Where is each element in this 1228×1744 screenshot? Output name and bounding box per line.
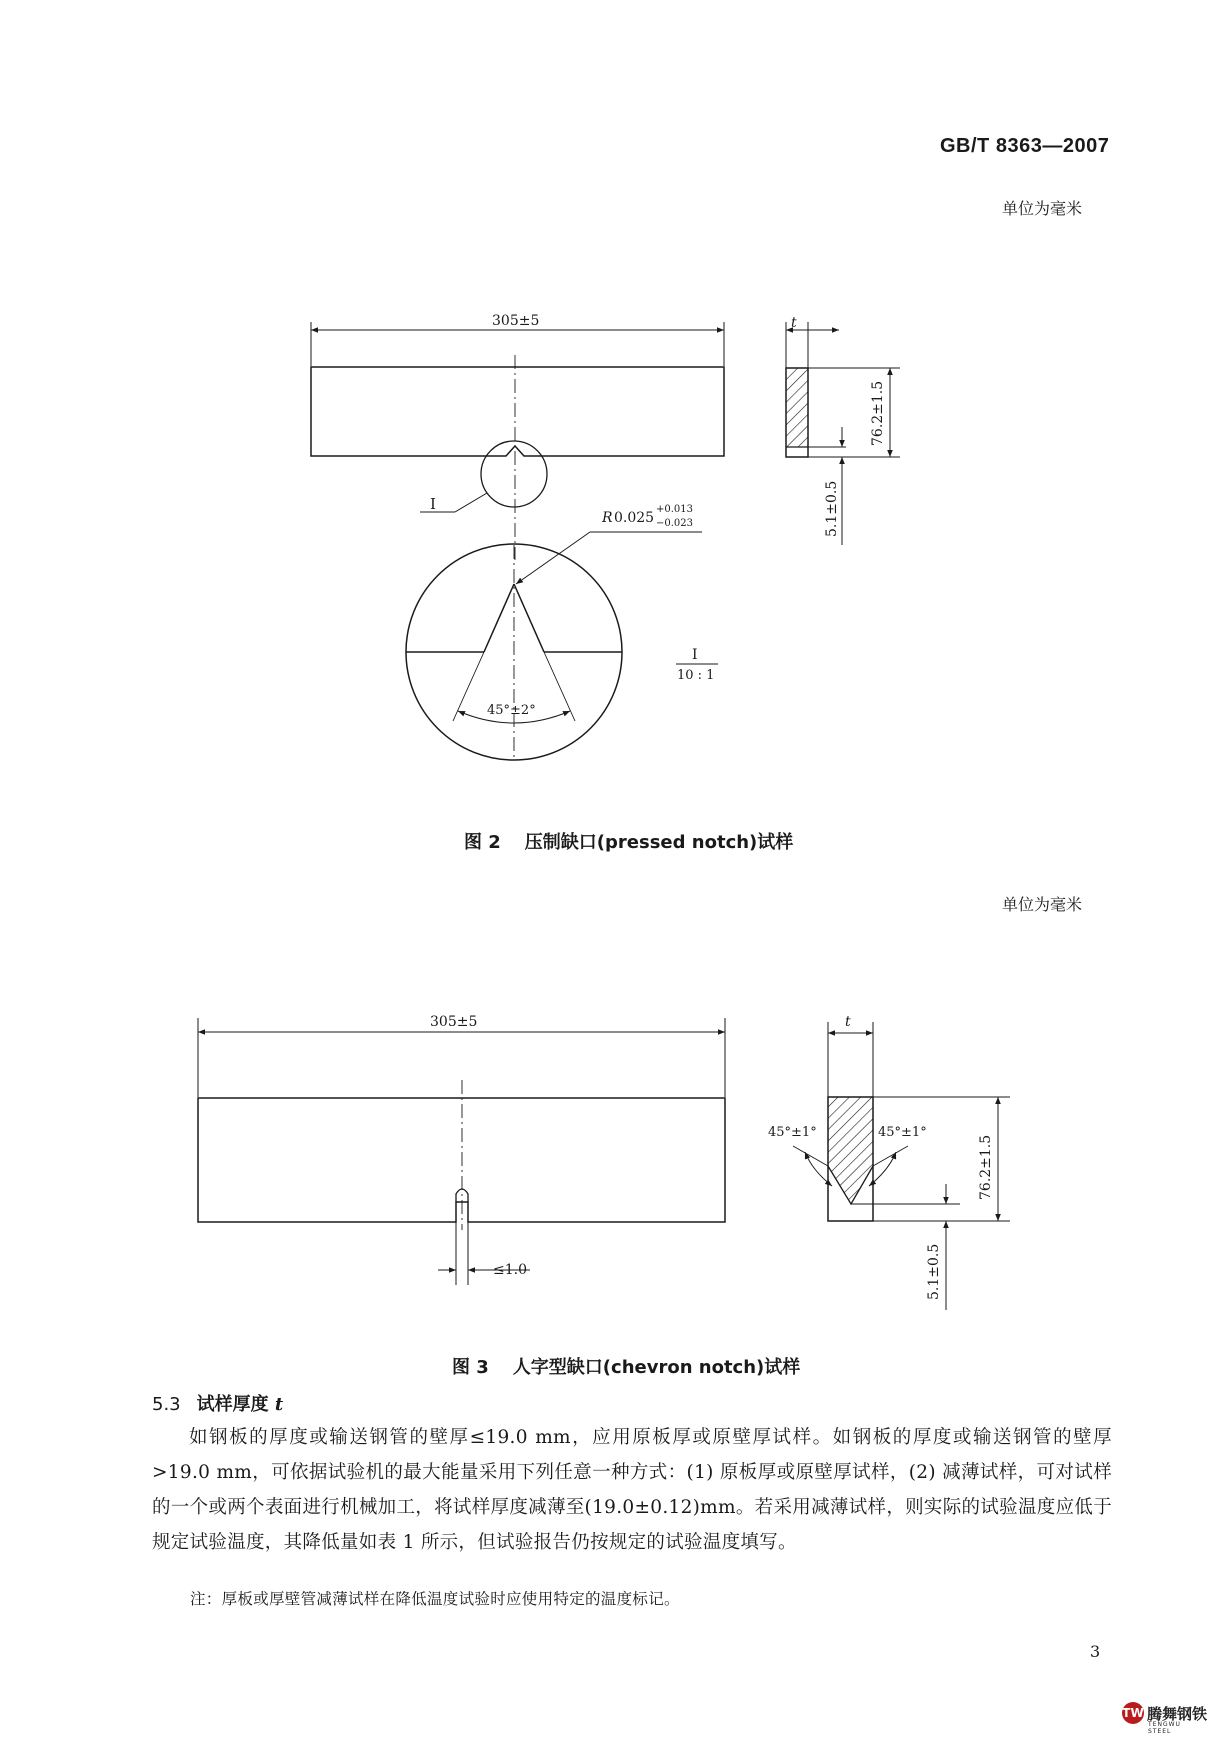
watermark-logo [1122, 1702, 1208, 1735]
figure2-detail-label: I [430, 495, 436, 513]
figure2-notch-depth-dim: 5.1±0.5 [824, 480, 840, 537]
figure3-notch-depth-dim: 5.1±0.5 [926, 1243, 942, 1300]
figure3-drawing [198, 1018, 1010, 1310]
figure3-unit-note: 单位为毫米 [1002, 895, 1083, 914]
section-note: 注：厚板或厚壁管减薄试样在降低温度试验时应使用特定的温度标记。 [190, 1590, 680, 1608]
standard-code: GB/T 8363—2007 [940, 135, 1110, 157]
figure2-angle-dim: 45°±2° [487, 703, 536, 718]
figure2-length-dim: 305±5 [492, 313, 540, 329]
figure2-thickness-label: t [791, 315, 797, 331]
figure3-notch-width-dim: ≤1.0 [493, 1262, 527, 1278]
figure3-caption [452, 1353, 800, 1379]
logo-mark-icon: TW [1122, 1702, 1144, 1724]
figure2-unit-note: 单位为毫米 [1002, 199, 1083, 218]
logo-subtitle: TENGWU STEEL [1148, 1721, 1181, 1735]
section-number: 5.3 [152, 1394, 181, 1415]
section-heading [152, 1390, 283, 1416]
figure2-radius-lower-tol: −0.023 [656, 518, 694, 529]
figure2-radius-upper-tol: +0.013 [656, 504, 694, 515]
figure2-caption-number: 图 2 [464, 832, 501, 853]
figure3-height-dim: 76.2±1.5 [978, 1134, 994, 1200]
figure2-scale-label: I [692, 647, 698, 663]
page-number: 3 [1090, 1642, 1101, 1661]
figure3-right-angle-dim: 45°±1° [878, 1125, 927, 1140]
figure2-radius-value: 0.025 [614, 510, 655, 526]
figure2-height-dim: 76.2±1.5 [870, 380, 886, 446]
figure3-left-angle-dim: 45°±1° [768, 1125, 817, 1140]
logo-name: 腾舞钢铁 [1147, 1704, 1208, 1723]
figure2-radius-prefix: R [602, 510, 613, 526]
section-symbol: t [274, 1394, 284, 1415]
section-title: 试样厚度 [196, 1394, 269, 1415]
figure3-length-dim: 305±5 [430, 1014, 478, 1030]
figure3-caption-number: 图 3 [452, 1357, 489, 1378]
figure2-caption-text: 压制缺口(pressed notch)试样 [524, 832, 794, 853]
figure3-thickness-label: t [845, 1014, 851, 1030]
figure3-caption-text: 人字型缺口(chevron notch)试样 [512, 1357, 801, 1378]
figure2-scale-ratio: 10 : 1 [677, 668, 715, 683]
figure2-caption [464, 828, 793, 854]
figure2-drawing [311, 322, 900, 760]
section-paragraph: 如钢板的厚度或输送钢管的壁厚≤19.0 mm，应用原板厚或原壁厚试样。如钢板的厚度或输送钢管的壁厚>19.0 mm，可依据试验机的最大能量采用下列任意一种方式：(1) 原板厚或原壁厚试样，(2) 减薄试样，可对试样的一个或两个表面进行机械加工，将试样厚度减薄至(19.0±0.12)mm。若采用减薄试样，则实际的试验温度应低于规定试验温度，其降低量如表 1 所示，但试验报告仍按规定的试验温度填写。 [152, 1427, 1112, 1553]
